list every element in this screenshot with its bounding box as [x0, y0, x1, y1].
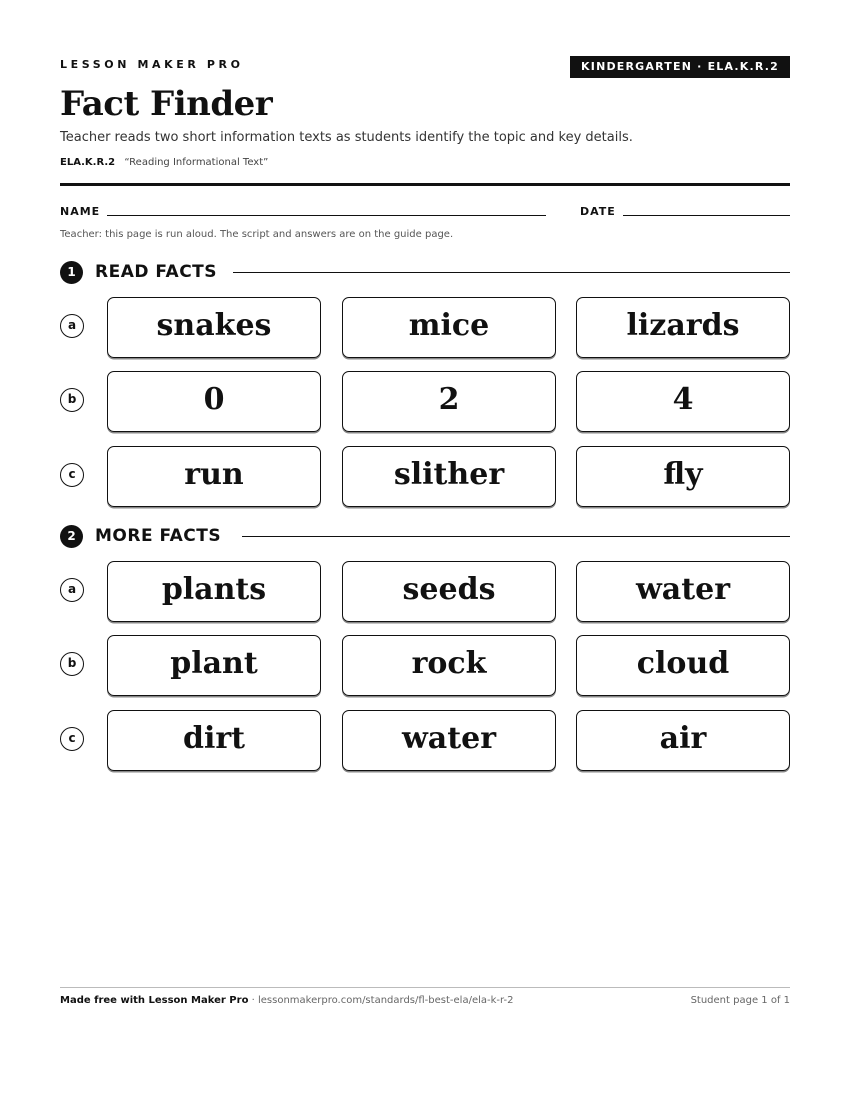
footer-page-number: Student page 1 of 1	[690, 995, 790, 1006]
question-row	[60, 561, 790, 623]
answer-card[interactable]: snakes	[107, 297, 321, 358]
name-line[interactable]	[107, 215, 546, 216]
section-divider	[242, 536, 790, 537]
page-subtitle: Teacher reads two short information texts as students identify the topic and key details.	[60, 130, 633, 145]
answer-card[interactable]: fly	[576, 446, 790, 507]
answer-card[interactable]: rock	[342, 635, 556, 696]
section-number-badge: 1	[60, 261, 83, 284]
answer-card[interactable]: slither	[342, 446, 556, 507]
teacher-note: Teacher: this page is run aloud. The script and answers are on the guide page.	[60, 229, 454, 240]
section-number-badge: 2	[60, 525, 83, 548]
answer-card[interactable]: seeds	[342, 561, 556, 622]
header-divider	[60, 183, 790, 186]
standard-code: ELA.K.R.2	[60, 157, 116, 168]
row-letter-badge: a	[60, 314, 84, 338]
footer-credit	[60, 995, 513, 1006]
answer-card[interactable]: 0	[107, 371, 321, 432]
date-label: DATE	[580, 205, 616, 218]
answer-card[interactable]: mice	[342, 297, 556, 358]
section-title: MORE FACTS	[95, 526, 222, 546]
answer-card[interactable]: plants	[107, 561, 321, 622]
answer-card[interactable]: water	[576, 561, 790, 622]
answer-card[interactable]: air	[576, 710, 790, 771]
section-header-read-facts	[60, 260, 790, 284]
footer-made-with: Made free with Lesson Maker Pro	[60, 995, 249, 1006]
answer-card[interactable]: run	[107, 446, 321, 507]
section-title: READ FACTS	[95, 262, 218, 282]
brand-name: LESSON MAKER PRO	[60, 58, 244, 71]
footer-url[interactable]: · lessonmakerpro.com/standards/fl-best-ela/ela-k-r-2	[248, 995, 514, 1006]
question-row	[60, 635, 790, 697]
date-line[interactable]	[623, 215, 790, 216]
row-letter-badge: b	[60, 652, 84, 676]
name-label: NAME	[60, 205, 101, 218]
row-letter-badge: b	[60, 388, 84, 412]
question-row	[60, 446, 790, 508]
answer-card[interactable]: lizards	[576, 297, 790, 358]
question-row	[60, 710, 790, 772]
row-letter-badge: a	[60, 578, 84, 602]
standard-name: “Reading Informational Text”	[124, 157, 269, 168]
grade-standard-badge: KINDERGARTEN · ELA.K.R.2	[570, 56, 790, 78]
question-row	[60, 371, 790, 433]
answer-card[interactable]: 4	[576, 371, 790, 432]
answer-card[interactable]: 2	[342, 371, 556, 432]
question-row	[60, 297, 790, 359]
answer-card[interactable]: plant	[107, 635, 321, 696]
row-letter-badge: c	[60, 727, 84, 751]
page-title: Fact Finder	[60, 84, 273, 124]
answer-card[interactable]: cloud	[576, 635, 790, 696]
row-letter-badge: c	[60, 463, 84, 487]
answer-card[interactable]: dirt	[107, 710, 321, 771]
answer-card[interactable]: water	[342, 710, 556, 771]
footer-divider	[60, 987, 790, 988]
standard-line	[60, 157, 268, 168]
section-header-more-facts	[60, 524, 790, 548]
section-divider	[233, 272, 790, 273]
